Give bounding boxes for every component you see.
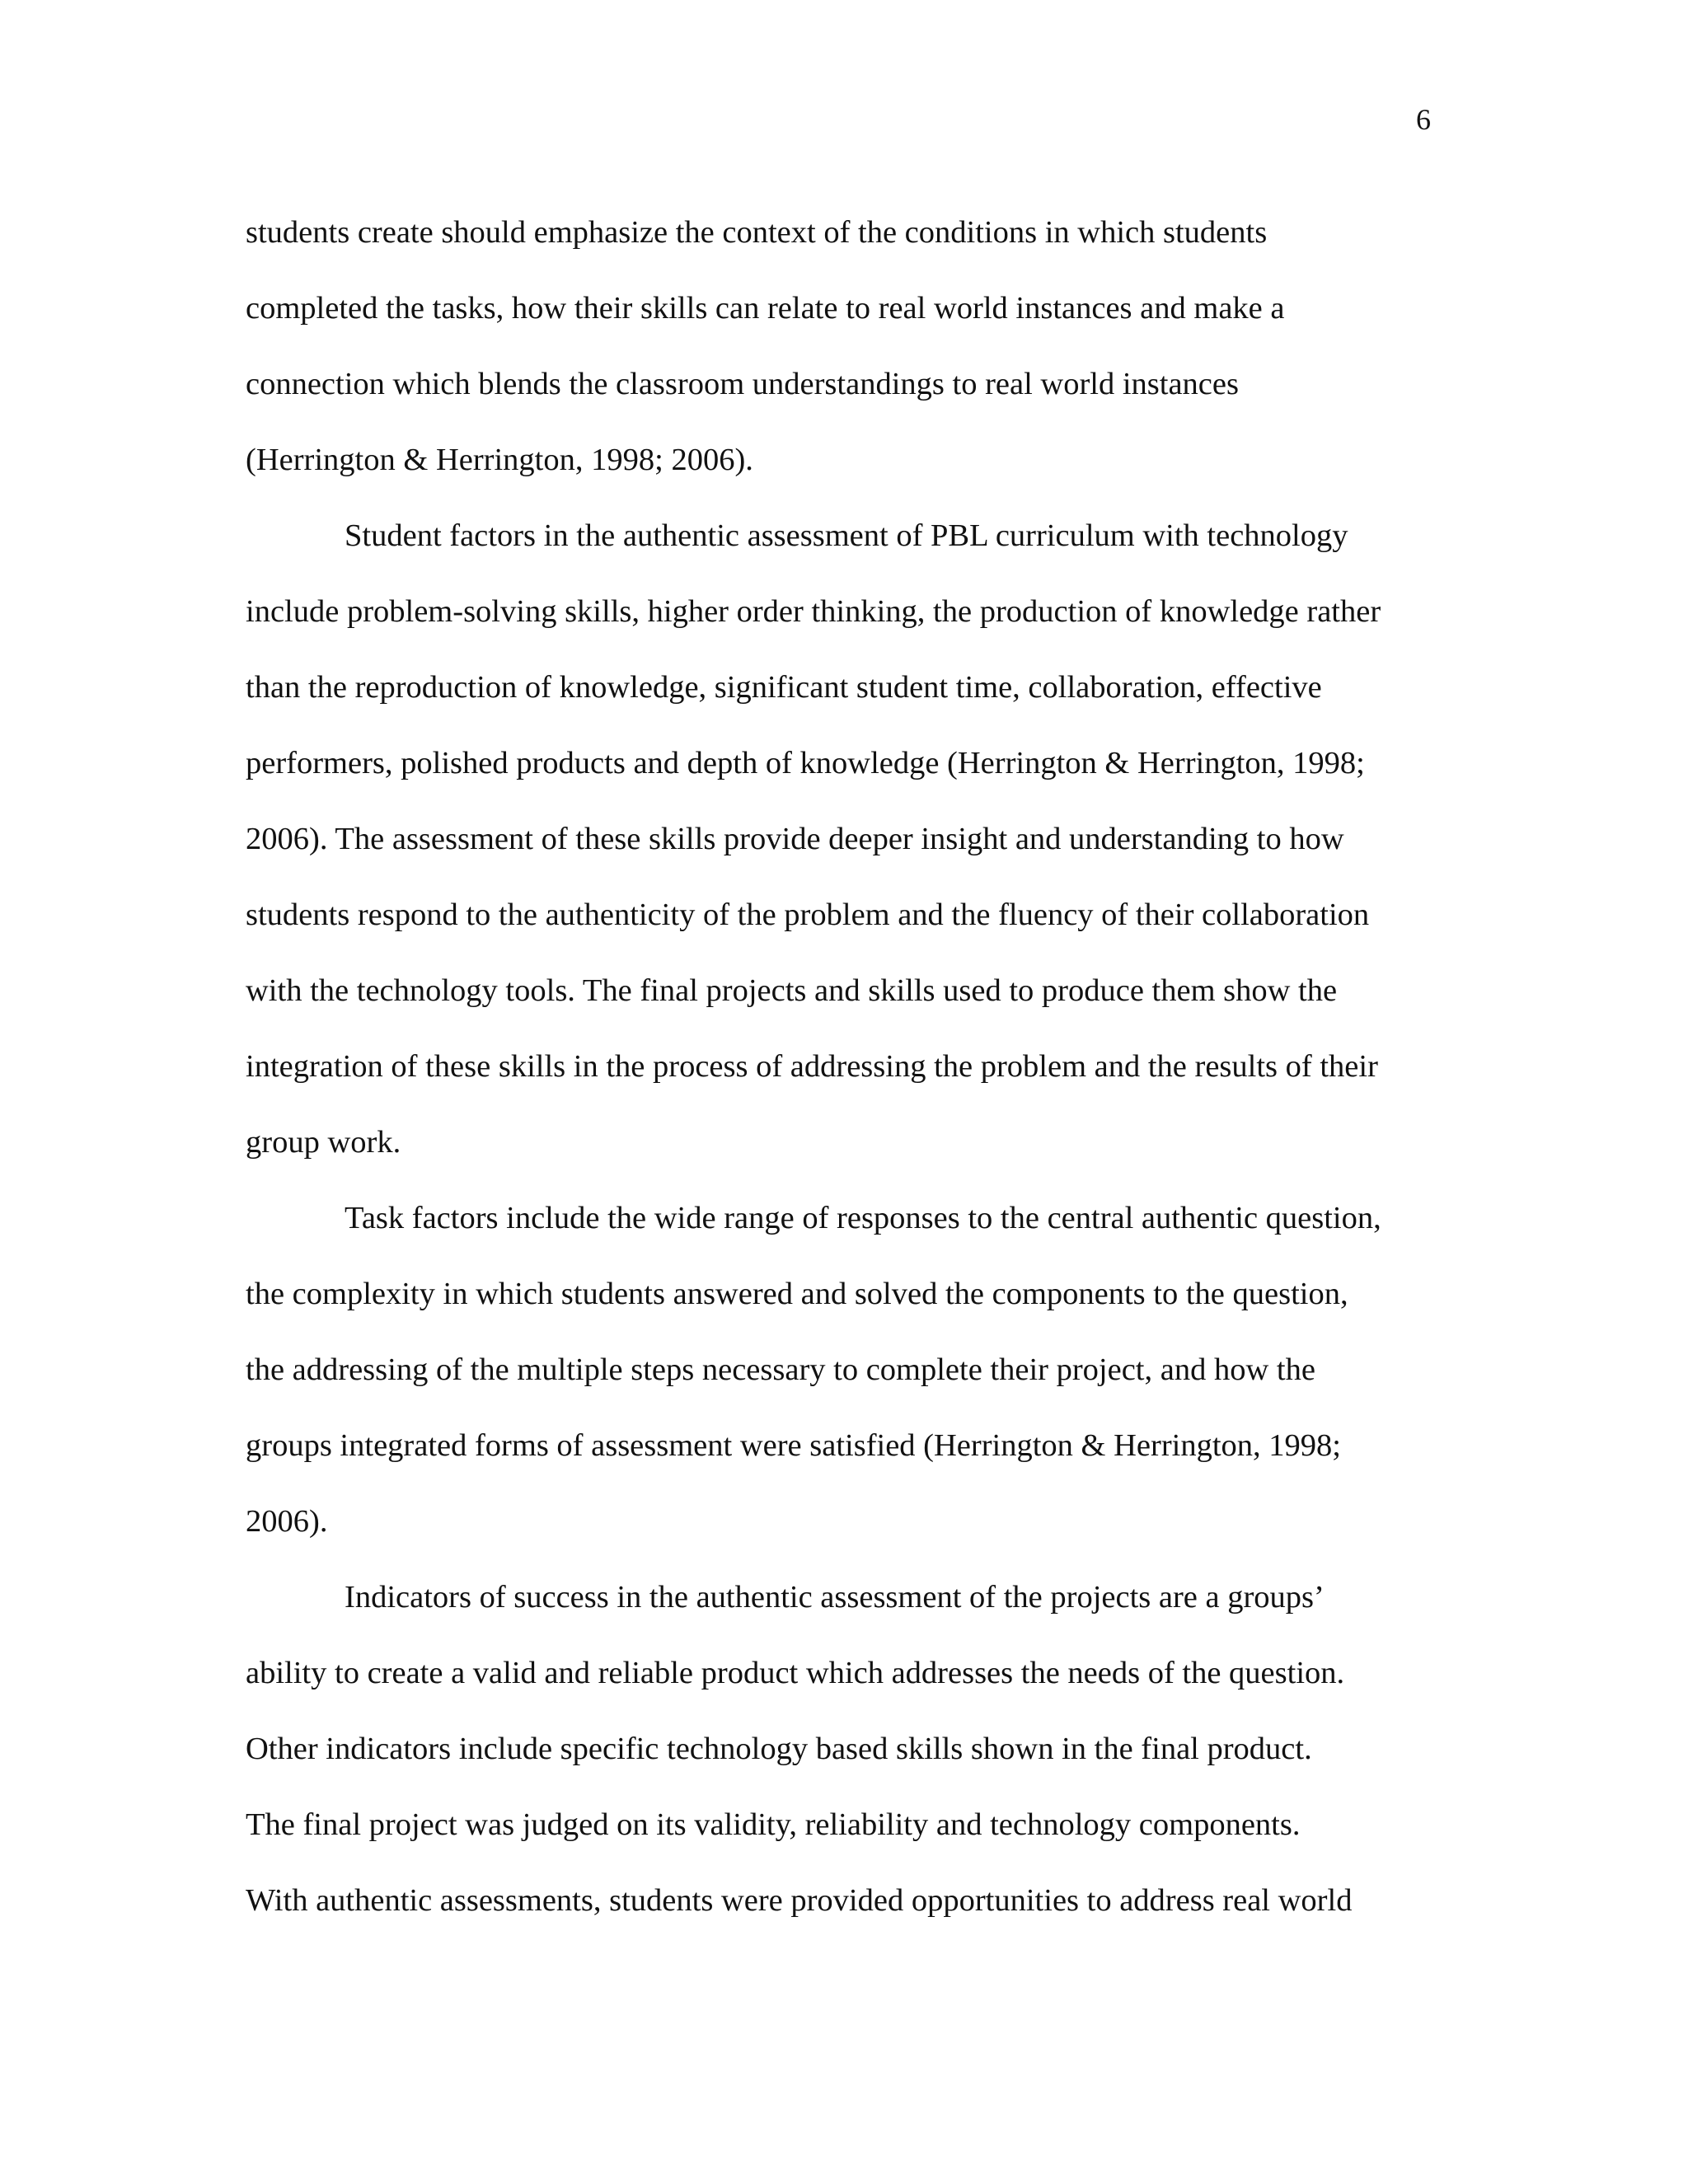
text-line: 2006). (246, 1504, 328, 1539)
text-line: The final project was judged on its validity, reliability and technology components. (246, 1807, 1301, 1842)
text-line: connection which blends the classroom understandings to real world instances (246, 367, 1239, 401)
text-line: than the reproduction of knowledge, significant student time, collaboration, effective (246, 670, 1322, 705)
text-line: (Herrington & Herrington, 1998; 2006). (246, 443, 753, 477)
text-line: the complexity in which students answered and solved the components to the question, (246, 1277, 1348, 1311)
text-line: with the technology tools. The final projects and skills used to produce them show the (246, 973, 1338, 1008)
text-line: groups integrated forms of assessment were satisfied (Herrington & Herrington, 1998; (246, 1428, 1342, 1463)
paragraph-3 (246, 1180, 1441, 1559)
text-line: include problem-solving skills, higher order thinking, the production of knowledge rather (246, 594, 1381, 629)
text-line-indented: Student factors in the authentic assessment of PBL curriculum with technology (345, 518, 1348, 553)
text-line: 2006). The assessment of these skills provide deeper insight and understanding to how (246, 822, 1344, 856)
text-line-indented: Task factors include the wide range of responses to the central authentic question, (345, 1201, 1381, 1235)
text-line: group work. (246, 1125, 401, 1160)
paragraph-2 (246, 498, 1441, 1180)
text-line-indented: Indicators of success in the authentic assessment of the projects are a groups’ (345, 1580, 1325, 1615)
paragraph-4 (246, 1559, 1441, 1938)
body-text (246, 194, 1441, 1938)
text-line: the addressing of the multiple steps necessary to complete their project, and how the (246, 1352, 1315, 1387)
text-line: Other indicators include specific technology based skills shown in the final product. (246, 1732, 1312, 1766)
text-line: performers, polished products and depth of knowledge (Herrington & Herrington, 1998; (246, 746, 1365, 780)
text-line: students create should emphasize the context of the conditions in which students (246, 215, 1268, 250)
text-line: ability to create a valid and reliable product which addresses the needs of the question. (246, 1656, 1345, 1690)
paragraph-1 (246, 194, 1441, 498)
text-line: With authentic assessments, students were provided opportunities to address real world (246, 1883, 1353, 1918)
text-line: students respond to the authenticity of the problem and the fluency of their collaboration (246, 898, 1370, 932)
text-line: completed the tasks, how their skills can relate to real world instances and make a (246, 291, 1285, 326)
text-line: integration of these skills in the process of addressing the problem and the results of their (246, 1049, 1378, 1084)
page-number: 6 (1416, 103, 1431, 136)
